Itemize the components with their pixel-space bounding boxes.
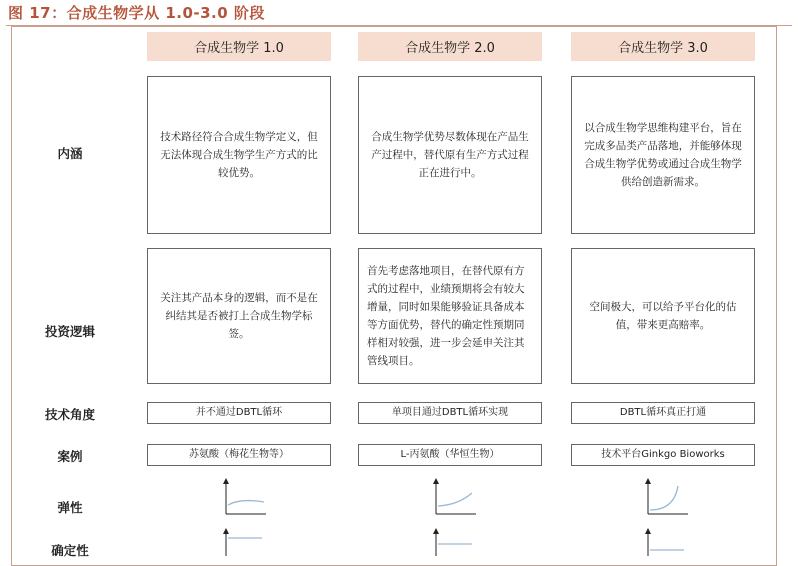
case-cell-2: L-丙氨酸（华恒生物） xyxy=(358,444,542,466)
case-cell-1: 苏氨酸（梅花生物等） xyxy=(147,444,331,466)
connotation-cell-2: 合成生物学优势尽数体现在产品生产过程中，替代原有生产方式过程正在进行中。 xyxy=(358,76,542,234)
certainty-graph-3 xyxy=(640,526,690,556)
connotation-cell-1: 技术路径符合合成生物学定义，但无法体现合成生物学生产方式的比较优势。 xyxy=(147,76,331,234)
row-label-investment-logic: 投资逻辑 xyxy=(44,324,95,339)
row-label-elasticity: 弹性 xyxy=(57,500,83,515)
investment-logic-cell-1: 关注其产品本身的逻辑，而不是在纠结其是否被打上合成生物学标签。 xyxy=(147,248,331,384)
column-header-2: 合成生物学 2.0 xyxy=(358,32,542,61)
tech-angle-cell-3: DBTL循环真正打通 xyxy=(571,402,755,424)
case-cell-3: 技术平台Ginkgo Bioworks xyxy=(571,444,755,466)
figure-title: 图 17：合成生物学从 1.0-3.0 阶段 xyxy=(8,4,265,22)
elasticity-graph-2 xyxy=(428,478,478,518)
certainty-graph-1 xyxy=(218,526,268,556)
row-label-cases: 案例 xyxy=(57,449,83,464)
elasticity-graph-3 xyxy=(640,478,690,518)
column-header-1: 合成生物学 1.0 xyxy=(147,32,331,61)
row-label-connotation: 内涵 xyxy=(57,146,83,161)
row-label-certainty: 确定性 xyxy=(51,543,89,558)
row-label-tech-angle: 技术角度 xyxy=(44,407,95,422)
elasticity-graph-1 xyxy=(218,478,268,518)
investment-logic-cell-2: 首先考虑落地项目，在替代原有方式的过程中，业绩预期将会有较大增量，同时如果能够验证具备成本等方面优势，替代的确定性预期同样相对较强，进一步会延申关注其管线项目。 xyxy=(358,248,542,384)
certainty-graph-2 xyxy=(428,526,478,556)
column-header-3: 合成生物学 3.0 xyxy=(571,32,755,61)
tech-angle-cell-1: 并不通过DBTL循环 xyxy=(147,402,331,424)
investment-logic-cell-3: 空间极大，可以给予平台化的估值，带来更高赔率。 xyxy=(571,248,755,384)
connotation-cell-3: 以合成生物学思维构建平台，旨在完成多品类产品落地，并能够体现合成生物学优势或通过合成生物学供给创造新需求。 xyxy=(571,76,755,234)
tech-angle-cell-2: 单项目通过DBTL循环实现 xyxy=(358,402,542,424)
